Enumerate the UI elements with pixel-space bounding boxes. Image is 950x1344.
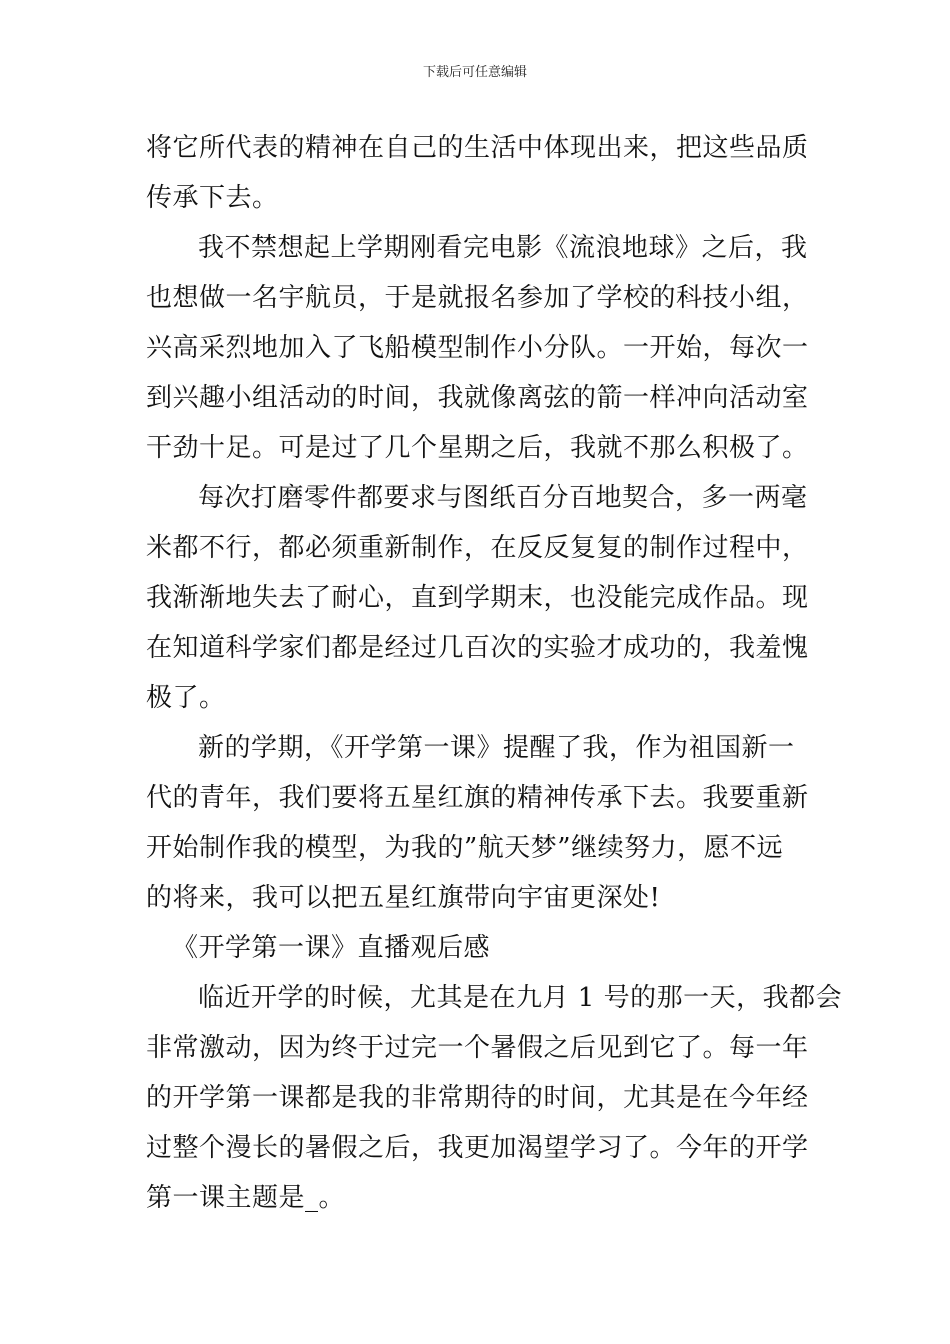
text-line: 兴高采烈地加入了飞船模型制作小分队。一开始，每次一 [146, 333, 809, 363]
text-line: 我渐渐地失去了耐心，直到学期末，也没能完成作品。现 [146, 583, 809, 613]
text-line: 非常激动，因为终于过完一个暑假之后见到它了。每一年 [146, 1033, 809, 1063]
text-line: 代的青年，我们要将五星红旗的精神传承下去。我要重新 [146, 783, 809, 813]
document-body [146, 123, 843, 1223]
text-line: 将它所代表的精神在自己的生活中体现出来，把这些品质 [146, 133, 809, 163]
text-line: 极了。 [146, 683, 226, 713]
text-line: 干劲十足。可是过了几个星期之后，我就不那么积极了。 [146, 433, 809, 463]
text-line: 在知道科学家们都是经过几百次的实验才成功的，我羞愧 [146, 633, 809, 663]
paragraph-start-line: 我不禁想起上学期刚看完电影《流浪地球》之后，我 [198, 233, 808, 263]
paragraph-start-line: 临近开学的时候，尤其是在九月 1 号的那一天，我都会 [198, 983, 843, 1013]
page-header: 下载后可任意编辑 [422, 65, 527, 80]
text-line: 第一课主题是_。 [146, 1183, 346, 1213]
text-line: 过整个漫长的暑假之后，我更加渴望学习了。今年的开学 [146, 1133, 809, 1163]
text-line: 的将来，我可以把五星红旗带向宇宙更深处! [146, 883, 661, 913]
text-line: 也想做一名宇航员，于是就报名参加了学校的科技小组， [146, 283, 809, 313]
text-line: 的开学第一课都是我的非常期待的时间，尤其是在今年经 [146, 1083, 809, 1113]
section-title: 《开学第一课》直播观后感 [172, 933, 491, 963]
paragraph-start-line: 新的学期，《开学第一课》提醒了我，作为祖国新一 [198, 733, 795, 763]
text-line: 传承下去。 [146, 183, 279, 213]
text-line: 到兴趣小组活动的时间，我就像离弦的箭一样冲向活动室 [146, 383, 809, 413]
text-line: 开始制作我的模型，为我的”航天梦”继续努力，愿不远 [146, 833, 784, 863]
paragraph-start-line: 每次打磨零件都要求与图纸百分百地契合，多一两毫 [198, 483, 808, 513]
text-line: 米都不行，都必须重新制作，在反反复复的制作过程中， [146, 533, 809, 563]
